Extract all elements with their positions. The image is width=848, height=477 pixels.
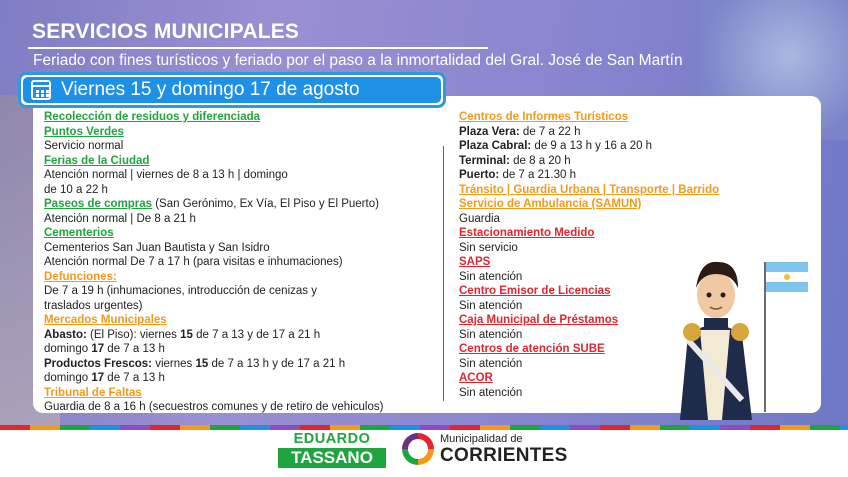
municipality-name: CORRIENTES bbox=[440, 445, 568, 466]
section-text: Cementerios San Juan Bautista y San Isidro bbox=[44, 241, 270, 254]
date-banner bbox=[18, 72, 446, 108]
section-title: Recolección de residuos y diferenciada bbox=[44, 111, 261, 123]
section-title: Tránsito | Guardia Urbana | Transporte | Barrido bbox=[459, 183, 720, 196]
page-subtitle: Feriado con fines turísticos y feriado por el paso a la inmortalidad del Gral. José de San Martín bbox=[33, 52, 683, 69]
section-title: Paseos de compras bbox=[44, 198, 153, 210]
section-line bbox=[44, 371, 439, 386]
text: domingo bbox=[44, 372, 92, 384]
text: de 7 a 13 y de 17 a 21 h bbox=[192, 328, 321, 341]
text: 17 bbox=[91, 343, 105, 355]
municipality-logo-icon bbox=[402, 433, 434, 465]
section-title: Mercados Municipales bbox=[44, 314, 167, 326]
section-line bbox=[459, 168, 759, 183]
section-title: Servicio de Ambulancia (SAMUN) bbox=[459, 198, 642, 210]
calendar-icon bbox=[31, 80, 51, 100]
label: Puerto: bbox=[459, 169, 500, 181]
section-text: Atención normal | viernes de 8 a 13 h | domingo bbox=[44, 169, 288, 181]
section-title: Defunciones: bbox=[44, 270, 117, 283]
section-text: traslados urgentes) bbox=[44, 299, 143, 312]
text: 17 bbox=[91, 372, 105, 384]
text: de 8 a 20 h bbox=[509, 154, 571, 167]
section-line bbox=[44, 357, 439, 372]
section-line bbox=[44, 197, 439, 212]
text: viernes bbox=[152, 357, 196, 370]
label: Abasto: bbox=[44, 328, 87, 341]
section-text: Sin atención bbox=[459, 299, 523, 312]
section-title: Centro Emisor de Licencias bbox=[459, 285, 611, 297]
section-text: Servicio normal bbox=[44, 140, 124, 152]
brand-top-text: EDUARDO bbox=[293, 431, 371, 447]
left-column bbox=[44, 110, 439, 415]
section-title: Ferias de la Ciudad bbox=[44, 154, 150, 167]
section-title: Centros de Informes Turísticos bbox=[459, 111, 629, 123]
section-title: Estacionamiento Medido bbox=[459, 227, 595, 239]
municipality-label: Municipalidad de bbox=[440, 433, 523, 445]
text: de 7 a 13 h bbox=[104, 343, 165, 355]
section-text: Atención normal De 7 a 17 h (para visitas e inhumaciones) bbox=[44, 256, 343, 268]
section-line bbox=[459, 125, 759, 140]
section-text: (San Gerónimo, Ex Vía, El Piso y El Puerto) bbox=[152, 198, 379, 210]
date-banner-text: Viernes 15 y domingo 17 de agosto bbox=[61, 79, 360, 100]
section-text: Sin atención bbox=[459, 270, 523, 283]
section-text: Sin atención bbox=[459, 386, 523, 399]
text: 15 bbox=[180, 328, 193, 341]
section-text: Sin atención bbox=[459, 328, 523, 341]
section-text: Guardia bbox=[459, 212, 500, 225]
column-divider bbox=[443, 146, 444, 401]
title-underline bbox=[28, 47, 488, 49]
section-line bbox=[459, 139, 759, 154]
text: de 7 a 21.30 h bbox=[499, 169, 576, 181]
section-text: Sin atención bbox=[459, 357, 523, 370]
section-text: Sin servicio bbox=[459, 241, 518, 254]
san-martin-illustration bbox=[660, 230, 810, 420]
section-text: de 10 a 22 h bbox=[44, 183, 108, 196]
section-title: Cementerios bbox=[44, 227, 114, 239]
section-line bbox=[459, 154, 759, 169]
section-title: Centros de atención SUBE bbox=[459, 343, 605, 355]
page-title: SERVICIOS MUNICIPALES bbox=[32, 20, 300, 43]
text: 15 bbox=[195, 357, 209, 370]
text: (El Piso): viernes bbox=[86, 328, 181, 341]
section-title: SAPS bbox=[459, 256, 491, 268]
brand-bottom-text: TASSANO bbox=[278, 448, 386, 468]
text: de 7 a 22 h bbox=[519, 125, 581, 138]
section-line bbox=[44, 342, 439, 357]
section-text: Guardia de 8 a 16 h (secuestros comunes y de retiro de vehiculos) bbox=[44, 401, 384, 413]
text: de 9 a 13 h y 16 a 20 h bbox=[531, 140, 653, 152]
text: domingo bbox=[44, 343, 92, 355]
label: Terminal: bbox=[459, 154, 510, 167]
text: de 7 a 13 h y de 17 a 21 h bbox=[208, 357, 346, 370]
section-title: Caja Municipal de Préstamos bbox=[459, 314, 619, 326]
text: de 7 a 13 h bbox=[104, 372, 165, 384]
section-text: De 7 a 19 h (inhumaciones, introducción de cenizas y bbox=[44, 285, 317, 297]
section-title: Puntos Verdes bbox=[44, 125, 124, 138]
label: Plaza Cabral: bbox=[459, 140, 532, 152]
label: Productos Frescos: bbox=[44, 357, 152, 370]
tassano-logo bbox=[278, 431, 386, 471]
municipality-logo bbox=[440, 433, 568, 467]
label: Plaza Vera: bbox=[459, 125, 520, 138]
section-line bbox=[44, 328, 439, 343]
section-title: ACOR bbox=[459, 372, 493, 384]
section-title: Tribunal de Faltas bbox=[44, 386, 142, 399]
section-text: Atención normal | De 8 a 21 h bbox=[44, 212, 196, 225]
